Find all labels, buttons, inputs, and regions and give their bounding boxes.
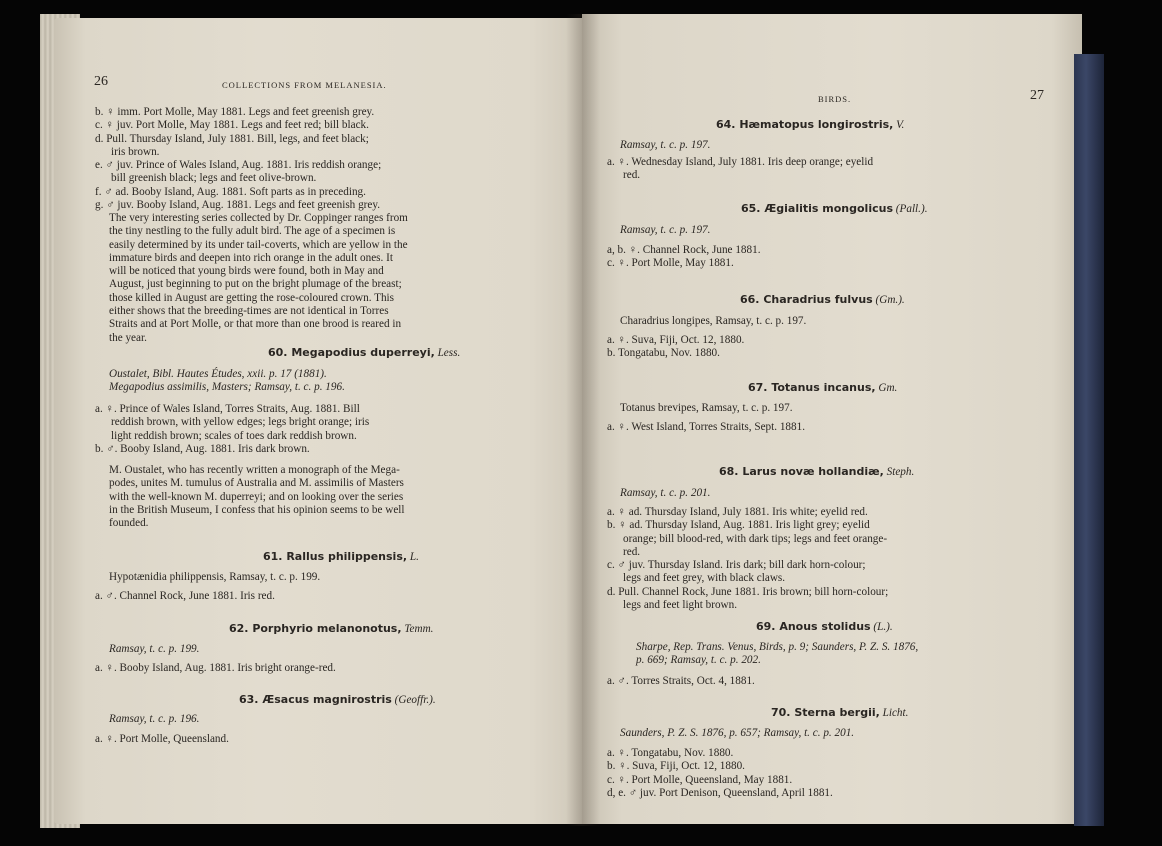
text-line: b. ♂. Booby Island, Aug. 1881. Iris dark brown. xyxy=(95,442,310,455)
species-69-refs xyxy=(620,641,918,668)
text-line: the tiny nestling to the fully adult bird. The age of a specimen is xyxy=(109,225,396,238)
text-line: a. ♂. Channel Rock, June 1881. Iris red. xyxy=(95,590,275,602)
text-line: M. Oustalet, who has recently written a monograph of the Mega- xyxy=(109,464,400,476)
text-line: The very interesting series collected by Dr. Coppinger ranges from xyxy=(109,212,408,224)
text-line: Ramsay, t. c. p. 197. xyxy=(620,139,711,151)
species-66-authority: (Gm.). xyxy=(875,294,905,306)
text-line: g. ♂ juv. Booby Island, Aug. 1881. Legs and feet greenish grey. xyxy=(95,199,381,212)
text-line: a. ♀. Port Molle, Queensland. xyxy=(95,733,229,745)
text-line: a. ♀. Wednesday Island, July 1881. Iris deep orange; eyelid xyxy=(607,156,874,168)
species-65-authority: (Pall.). xyxy=(895,203,928,215)
species-64-entries xyxy=(607,156,873,183)
species-68-refs xyxy=(620,487,710,500)
text-line: the year. xyxy=(109,331,147,344)
text-line: p. 669; Ramsay, t. c. p. 202. xyxy=(636,654,761,667)
species-60-heading xyxy=(268,346,460,360)
text-line: c. ♂ juv. Thursday Island. Iris dark; bill dark horn-colour; xyxy=(607,559,866,572)
species-60-title: 60. Megapodius duperreyi, xyxy=(268,346,435,359)
species-63-authority: (Geoffr.). xyxy=(394,694,436,706)
species-62-heading xyxy=(229,622,433,636)
text-line: Ramsay, t. c. p. 201. xyxy=(620,487,711,499)
species-65-refs xyxy=(620,224,710,237)
text-line: a. ♀ ad. Thursday Island, July 1881. Iris white; eyelid red. xyxy=(607,506,868,518)
book-cover xyxy=(1074,54,1104,826)
text-line: Totanus brevipes, Ramsay, t. c. p. 197. xyxy=(620,402,793,414)
species-62-title: 62. Porphyrio melanonotus, xyxy=(229,622,402,635)
text-line: Megapodius assimilis, Masters; Ramsay, t. c. p. 196. xyxy=(109,381,345,394)
text-line: Ramsay, t. c. p. 199. xyxy=(109,643,200,655)
species-61-refs xyxy=(109,571,320,584)
text-line: a. ♀. Prince of Wales Island, Torres Straits, Aug. 1881. Bill xyxy=(95,403,360,415)
species-70-entries xyxy=(607,747,833,800)
species-69-entries xyxy=(607,675,755,688)
text-line: Charadrius longipes, Ramsay, t. c. p. 197. xyxy=(620,315,807,327)
species-68-entries xyxy=(607,506,888,612)
text-line: light reddish brown; scales of toes dark reddish brown. xyxy=(111,429,357,442)
species-68-authority: Steph. xyxy=(886,466,915,478)
text-line: d. Pull. Thursday Island, July 1881. Bill, legs, and feet black; xyxy=(95,132,369,145)
species-66-entries xyxy=(607,334,744,361)
left-entries-top xyxy=(95,106,381,212)
species-62-refs xyxy=(109,643,199,656)
species-60-entries xyxy=(95,403,369,456)
text-line: red. xyxy=(623,169,641,182)
text-line: d, e. ♂ juv. Port Denison, Queensland, April 1881. xyxy=(607,786,833,799)
species-63-refs xyxy=(109,713,199,726)
species-69-authority: (L.). xyxy=(873,621,893,633)
species-66-title: 66. Charadrius fulvus xyxy=(740,293,873,306)
right-page xyxy=(582,14,1082,824)
text-line: Hypotænidia philippensis, Ramsay, t. c. p. 199. xyxy=(109,571,321,583)
text-line: in the British Museum, I confess that his opinion seems to be well xyxy=(109,503,405,516)
gutter xyxy=(566,14,600,826)
text-line: Oustalet, Bibl. Hautes Études, xxii. p. 17 (1881). xyxy=(109,368,327,380)
species-61-entries xyxy=(95,590,275,603)
text-line: a. ♀. Suva, Fiji, Oct. 12, 1880. xyxy=(607,334,745,346)
species-67-title: 67. Totanus incanus, xyxy=(748,381,876,394)
species-68-title: 68. Larus novæ hollandiæ, xyxy=(719,465,884,478)
text-line: legs and feet light brown. xyxy=(623,599,738,612)
text-line: a. ♀. West Island, Torres Straits, Sept. 1881. xyxy=(607,421,806,433)
text-line: e. ♂ juv. Prince of Wales Island, Aug. 1881. Iris reddish orange; xyxy=(95,159,382,172)
species-70-heading xyxy=(771,706,908,720)
text-line: Ramsay, t. c. p. 196. xyxy=(109,713,200,725)
species-65-entries xyxy=(607,244,761,271)
species-64-authority: V. xyxy=(896,119,905,131)
left-paragraph-1 xyxy=(109,212,408,345)
text-line: orange; bill blood-red, with dark tips; legs and feet orange- xyxy=(623,532,888,545)
species-69-heading xyxy=(756,620,893,634)
page-number-left: 26 xyxy=(94,74,108,89)
text-line: either shows that the breeding-times are not identical in Torres xyxy=(109,305,389,318)
species-60-refs xyxy=(109,368,345,395)
species-65-heading xyxy=(741,202,928,216)
species-67-entries xyxy=(607,421,805,434)
left-paragraph-2 xyxy=(109,464,405,530)
species-66-heading xyxy=(740,293,905,307)
species-61-title: 61. Rallus philippensis, xyxy=(263,550,408,563)
species-70-refs xyxy=(620,727,854,740)
species-63-title: 63. Æsacus magnirostris xyxy=(239,693,392,706)
species-64-refs xyxy=(620,139,710,152)
species-69-title: 69. Anous stolidus xyxy=(756,620,871,633)
species-60-authority: Less. xyxy=(437,347,461,359)
species-65-title: 65. Ægialitis mongolicus xyxy=(741,202,893,215)
text-line: reddish brown, with yellow edges; legs bright orange; iris xyxy=(111,416,370,429)
text-line: b. ♀. Suva, Fiji, Oct. 12, 1880. xyxy=(607,760,745,773)
text-line: immature birds and deepen into rich orange in the adult ones. It xyxy=(109,251,393,264)
text-line: Saunders, P. Z. S. 1876, p. 657; Ramsay, t. c. p. 201. xyxy=(620,727,855,739)
species-63-heading xyxy=(239,693,436,707)
text-line: Ramsay, t. c. p. 197. xyxy=(620,224,711,236)
species-62-authority: Temm. xyxy=(404,623,434,635)
text-line: podes, unites M. tumulus of Australia and M. assimilis of Masters xyxy=(109,477,404,490)
text-line: easily determined by its under tail-coverts, which are yellow in the xyxy=(109,238,408,251)
species-67-heading xyxy=(748,381,897,395)
text-line: legs and feet grey, with black claws. xyxy=(623,572,786,585)
text-line: bill greenish black; legs and feet olive-brown. xyxy=(111,172,317,185)
text-line: a. ♀. Tongatabu, Nov. 1880. xyxy=(607,747,734,759)
text-line: b. ♀ ad. Thursday Island, Aug. 1881. Iris light grey; eyelid xyxy=(607,519,870,532)
species-67-refs xyxy=(620,402,793,415)
text-line: August, just beginning to put on the bright plumage of the breast; xyxy=(109,278,402,291)
species-70-authority: Licht. xyxy=(882,707,909,719)
text-line: f. ♂ ad. Booby Island, Aug. 1881. Soft parts as in preceding. xyxy=(95,185,366,198)
species-62-entries xyxy=(95,662,336,675)
page-number-right: 27 xyxy=(1030,88,1044,103)
species-70-title: 70. Sterna bergii, xyxy=(771,706,880,719)
text-line: a, b. ♀. Channel Rock, June 1881. xyxy=(607,244,761,256)
text-line: b. Tongatabu, Nov. 1880. xyxy=(607,347,720,360)
species-61-heading xyxy=(263,550,419,564)
text-line: Straits and at Port Molle, or that more than one brood is reared in xyxy=(109,318,402,331)
text-line: founded. xyxy=(109,517,149,530)
running-head-left: COLLECTIONS FROM MELANESIA. xyxy=(222,80,387,90)
species-64-title: 64. Hæmatopus longirostris, xyxy=(716,118,894,131)
species-66-refs xyxy=(620,315,806,328)
text-line: a. ♀. Booby Island, Aug. 1881. Iris bright orange-red. xyxy=(95,662,336,674)
species-64-heading xyxy=(716,118,904,132)
text-line: c. ♀ juv. Port Molle, May 1881. Legs and feet red; bill black. xyxy=(95,119,369,132)
text-line: red. xyxy=(623,545,641,558)
text-line: iris brown. xyxy=(111,145,160,158)
species-61-authority: L. xyxy=(409,551,419,563)
text-line: Sharpe, Rep. Trans. Venus, Birds, p. 9; Saunders, P. Z. S. 1876, xyxy=(636,641,919,653)
text-line: d. Pull. Channel Rock, June 1881. Iris brown; bill horn-colour; xyxy=(607,585,889,598)
text-line: c. ♀. Port Molle, May 1881. xyxy=(607,257,734,270)
text-line: b. ♀ imm. Port Molle, May 1881. Legs and feet greenish grey. xyxy=(95,106,375,118)
text-line: those killed in August are getting the rose-coloured crown. This xyxy=(109,291,395,304)
text-line: a. ♂. Torres Straits, Oct. 4, 1881. xyxy=(607,675,755,687)
text-line: with the well-known M. duperreyi; and on looking over the series xyxy=(109,490,404,503)
text-line: c. ♀. Port Molle, Queensland, May 1881. xyxy=(607,773,793,786)
species-67-authority: Gm. xyxy=(878,382,898,394)
species-63-entries xyxy=(95,733,229,746)
species-68-heading xyxy=(719,465,914,479)
text-line: will be noticed that young birds were found, both in May and xyxy=(109,265,384,278)
running-head-right: BIRDS. xyxy=(818,94,852,104)
